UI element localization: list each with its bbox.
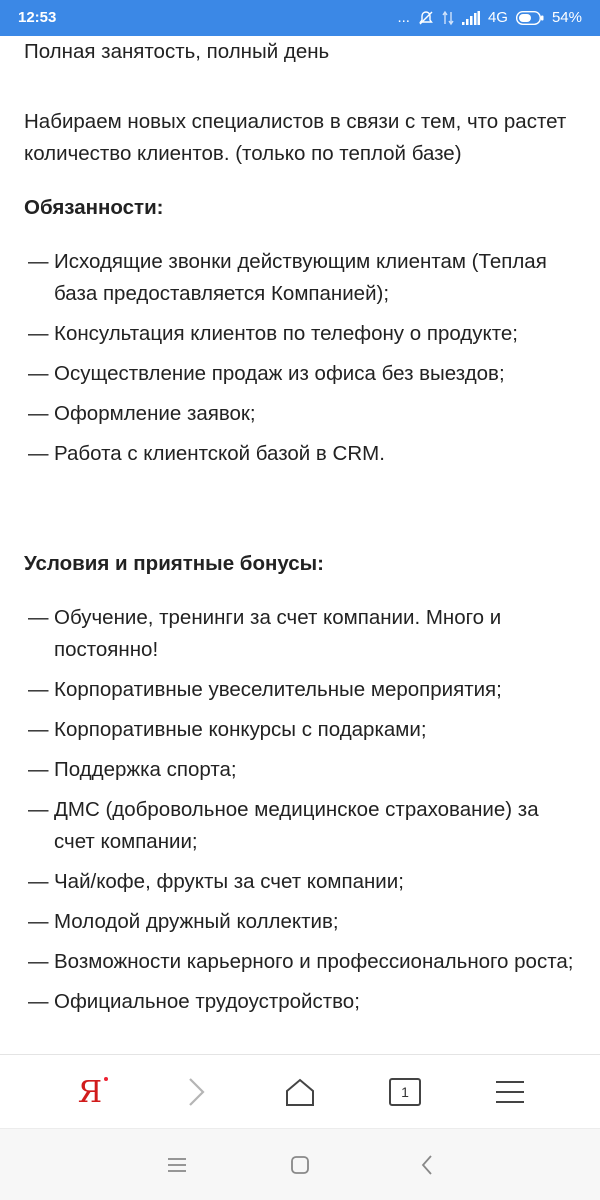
list-item: — ДМС (добровольное медицинское страхование) за счет компании;: [28, 798, 539, 853]
list-item: — Оформление заявок;: [28, 402, 256, 425]
browser-toolbar: [0, 1054, 600, 1129]
duties-list: [24, 246, 580, 470]
list-item: — Молодой дружный коллектив;: [28, 910, 339, 933]
battery-icon: [516, 11, 544, 25]
yandex-logo-icon: Я: [78, 1075, 102, 1110]
home-button[interactable]: [270, 1055, 330, 1129]
square-home-icon: [291, 1156, 309, 1174]
list-item: — Обучение, тренинги за счет компании. Много и постоянно!: [28, 606, 502, 661]
system-home-button[interactable]: [280, 1129, 320, 1200]
list-item: — Работа с клиентской базой в CRM.: [28, 442, 385, 465]
battery-percent: 54%: [551, 9, 582, 26]
more-notifications-icon: ...: [397, 9, 410, 26]
status-icons: [397, 9, 582, 26]
mute-bell-icon: [418, 10, 434, 26]
list-item: — Корпоративные увеселительные мероприятия;: [28, 678, 502, 701]
list-item: — Чай/кофе, фрукты за счет компании;: [28, 870, 404, 893]
yandex-home-button[interactable]: [60, 1055, 120, 1129]
list-item: — Официальное трудоустройство;: [28, 990, 360, 1013]
back-arrow-icon: [421, 1155, 433, 1175]
signal-icon: [462, 11, 480, 25]
home-icon: [285, 1078, 315, 1106]
menu-button[interactable]: [480, 1055, 540, 1129]
tabs-button[interactable]: [375, 1055, 435, 1129]
list-item: — Поддержка спорта;: [28, 758, 237, 781]
system-navigation-bar: [0, 1128, 600, 1200]
network-type: 4G: [487, 9, 508, 26]
recent-apps-button[interactable]: [157, 1129, 197, 1200]
duties-heading: Обязанности:: [24, 196, 164, 219]
list-item: — Корпоративные конкурсы с подарками;: [28, 718, 427, 741]
vacancy-content: [24, 36, 580, 1026]
status-bar: [0, 0, 600, 36]
list-item: — Возможности карьерного и профессионального роста;: [28, 950, 574, 973]
data-transfer-icon: [442, 10, 454, 26]
chevron-right-icon: [186, 1077, 206, 1107]
conditions-list: [24, 602, 580, 1018]
recent-apps-icon: [167, 1157, 187, 1173]
clock: 12:53: [18, 9, 57, 26]
hamburger-menu-icon: [495, 1080, 525, 1104]
list-item: — Исходящие звонки действующим клиентам (Теплая база предоставляется Компанией);: [28, 250, 547, 305]
tab-count-icon: 1: [389, 1078, 421, 1106]
intro-text: Набираем новых специалистов в связи с тем, что растет количество клиентов. (только по теплой базе): [24, 110, 567, 165]
forward-button[interactable]: [166, 1055, 226, 1129]
list-item: — Консультация клиентов по телефону о продукте;: [28, 322, 518, 345]
conditions-heading: Условия и приятные бонусы:: [24, 552, 324, 575]
back-button[interactable]: [407, 1129, 447, 1200]
list-item: — Осуществление продаж из офиса без выездов;: [28, 362, 505, 385]
employment-type: Полная занятость, полный день: [24, 40, 330, 63]
